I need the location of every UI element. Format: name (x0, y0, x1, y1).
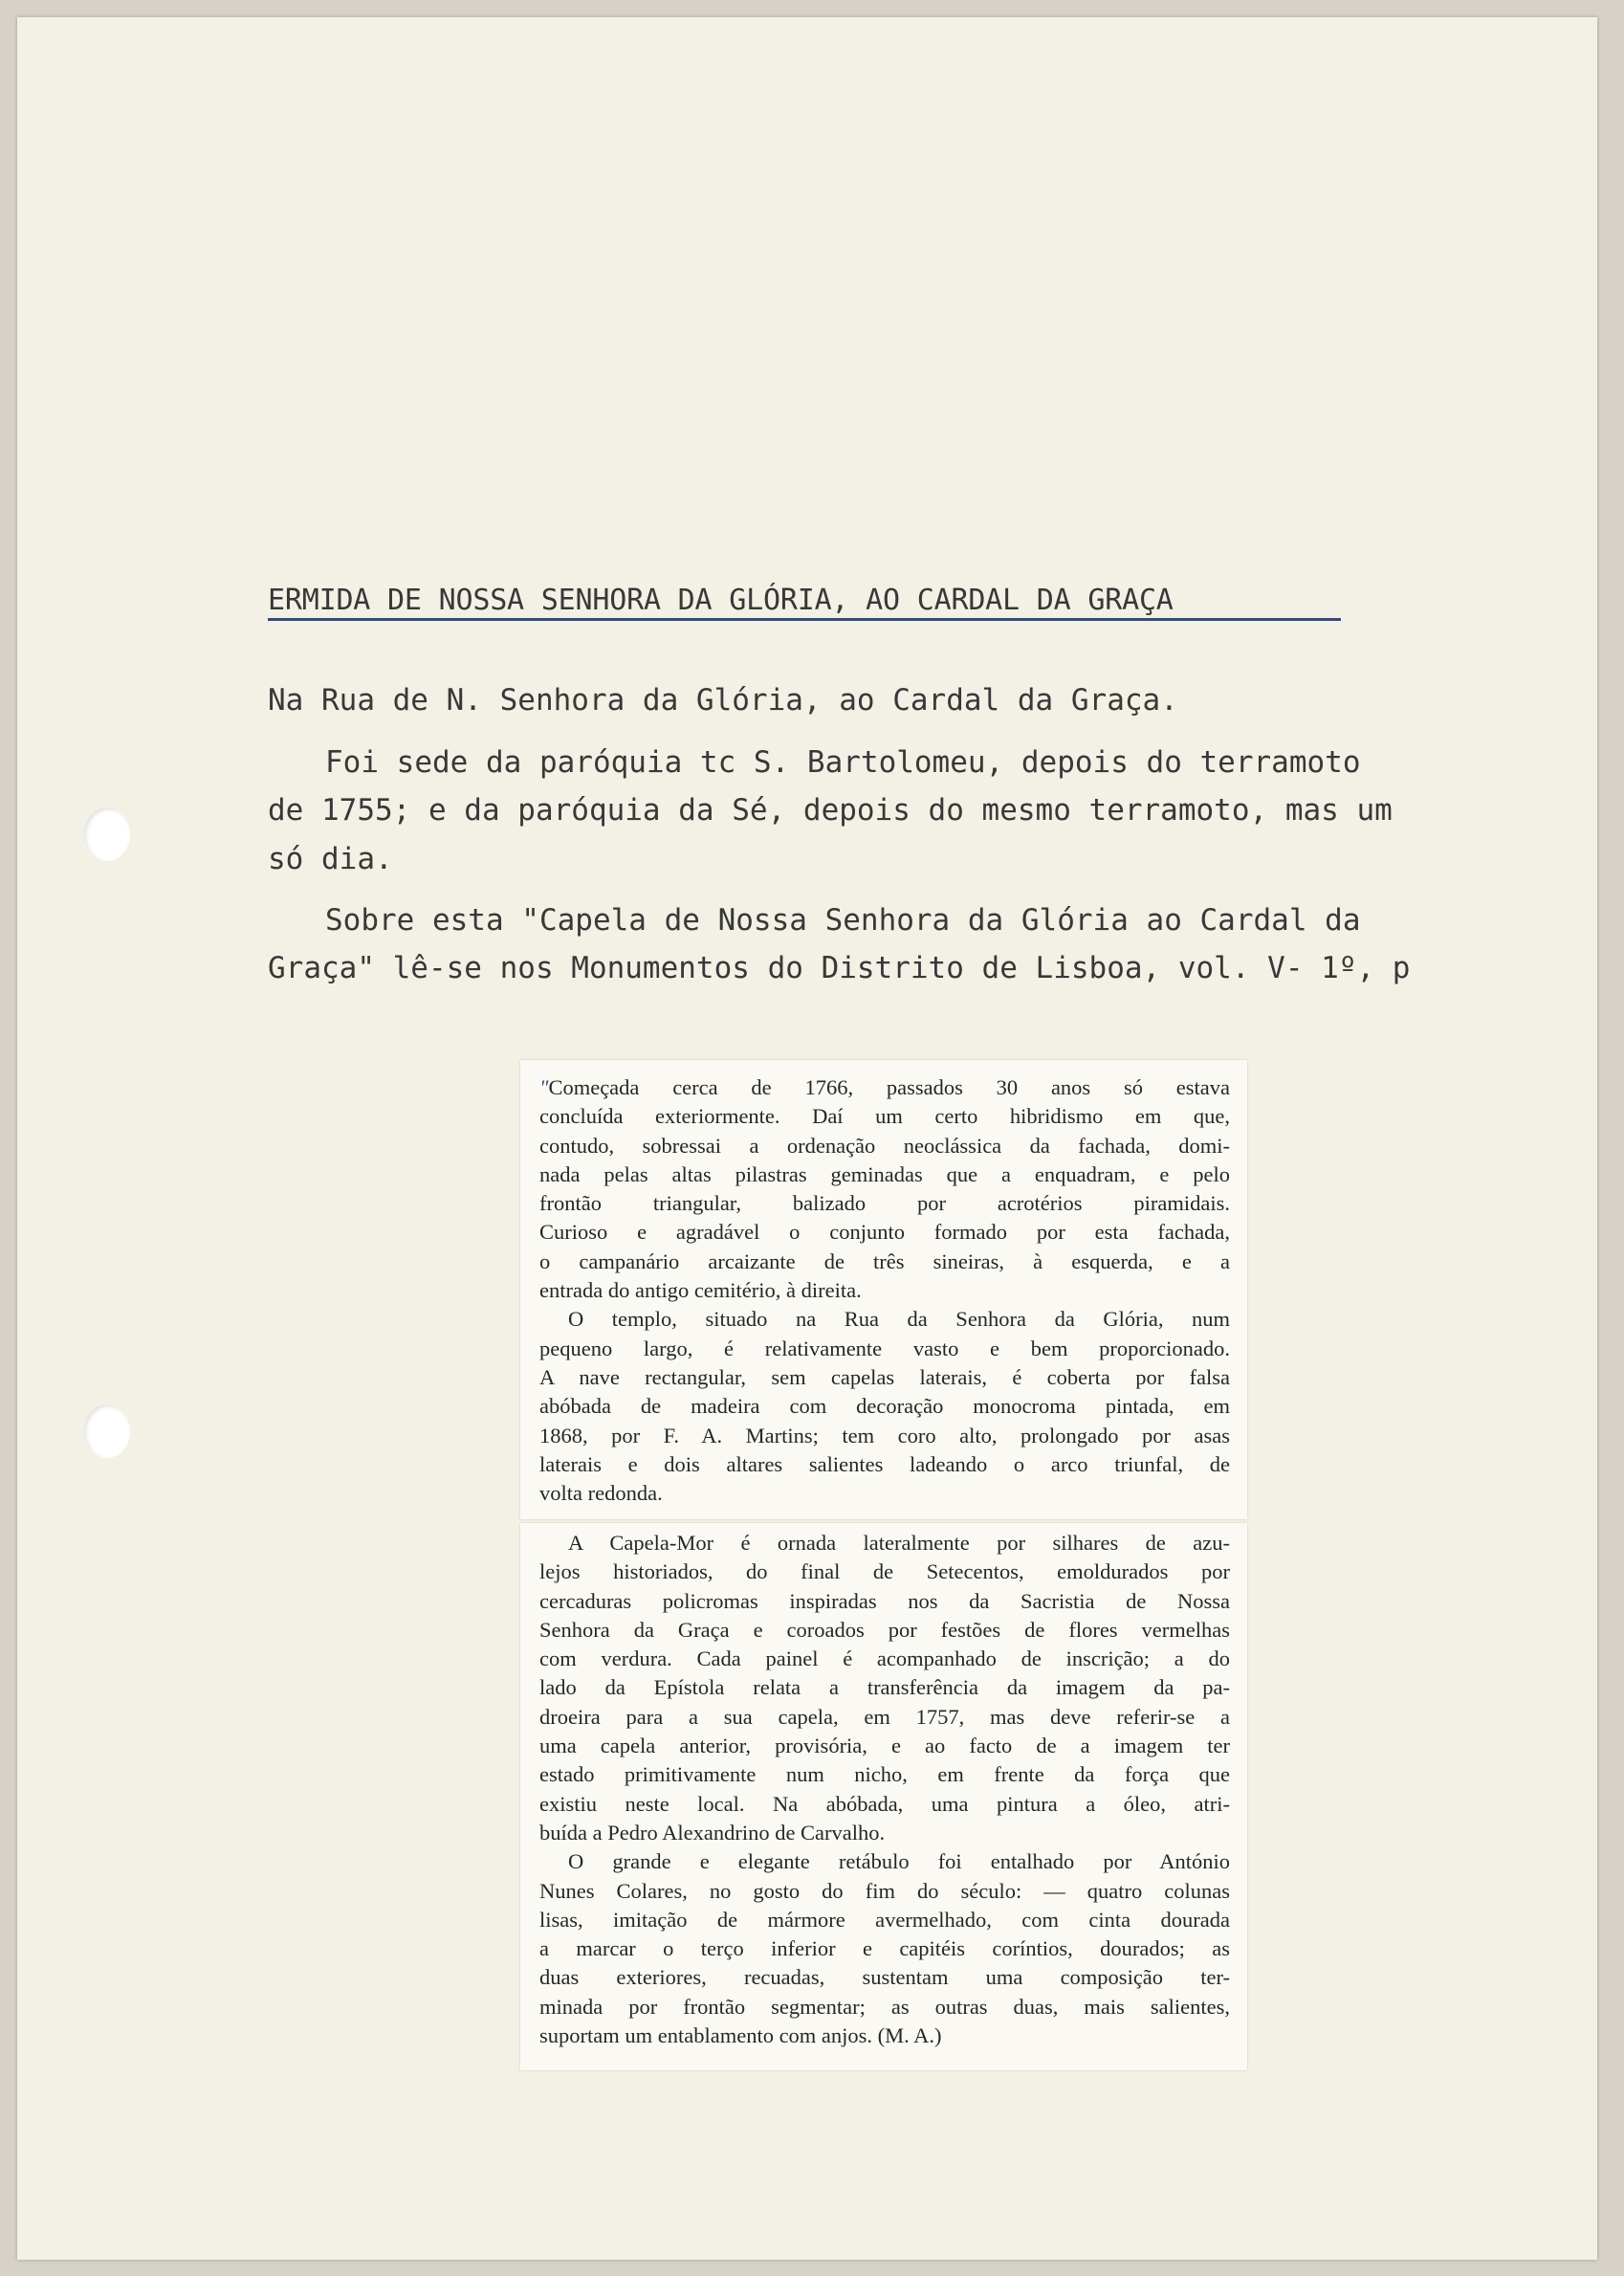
clipping-2-line: com verdura. Cada painel é acompanhado de inscrição; a do (539, 1646, 1230, 1671)
clipping-1-line: 1868, por F. A. Martins; tem coro alto, prolongado por asas (539, 1423, 1230, 1447)
paper-sheet (17, 17, 1597, 2260)
clipping-1-line: nada pelas altas pilastras geminadas que a enquadram, e pelo (539, 1161, 1230, 1186)
clipping-1-line: abóbada de madeira com decoração monocroma pintada, em (539, 1394, 1230, 1419)
clipping-1-line: laterais e dois altares salientes ladeando o arco triunfal, de (539, 1451, 1230, 1476)
clipping-1-line: contudo, sobressai a ordenação neoclássica da fachada, domi- (539, 1133, 1230, 1158)
clipping-1-line: pequeno largo, é relativamente vasto e bem proporcionado. (539, 1336, 1230, 1360)
clipping-1 (520, 1060, 1247, 1519)
clipping-2-line: duas exteriores, recuadas, sustentam uma composição ter- (539, 1965, 1230, 1990)
punch-hole-bottom (84, 1404, 130, 1458)
clipping-1-line: entrada do antigo cemitério, à direita. (539, 1278, 862, 1303)
typed-line-source-1: Sobre esta "Capela de Nossa Senhora da Glória ao Cardal da (325, 903, 1361, 938)
clipping-2-line: uma capela anterior, provisória, e ao facto de a imagem ter (539, 1734, 1230, 1758)
clipping-2-line: a marcar o terço inferior e capitéis coríntios, dourados; as (539, 1936, 1230, 1961)
clipping-2-line: O grande e elegante retábulo foi entalhado por António (568, 1849, 1230, 1874)
clipping-2-line: estado primitivamente num nicho, em frente da força que (539, 1762, 1230, 1787)
clipping-1-text: Começada cerca de 1766, passados 30 anos só estava (548, 1075, 1230, 1099)
clipping-1-line: O templo, situado na Rua da Senhora da Glória, num (568, 1307, 1230, 1332)
clipping-2-line: lado da Epístola relata a transferência da imagem da pa- (539, 1675, 1230, 1700)
clipping-1-line: concluída exteriormente. Daí um certo hibridismo em que, (539, 1104, 1230, 1129)
clipping-1-line: A nave rectangular, sem capelas laterais, é coberta por falsa (539, 1364, 1230, 1389)
typed-line-source-2: Graça" lê-se nos Monumentos do Distrito de Lisboa, vol. V- 1º, p (268, 951, 1411, 985)
clipping-2-line: lejos historiados, do final de Setecentos, emoldurados por (539, 1559, 1230, 1584)
clipping-2-line: suportam um entablamento com anjos. (M. A.) (539, 2023, 942, 2048)
clipping-1-line: volta redonda. (539, 1481, 663, 1506)
typed-line-parish-3: só dia. (268, 842, 393, 876)
clipping-2-line: A Capela-Mor é ornada lateralmente por silhares de azu- (568, 1531, 1230, 1555)
quote-mark: " (539, 1075, 549, 1099)
clipping-2-line: cercaduras policromas inspiradas nos da Sacristia de Nossa (539, 1588, 1230, 1613)
clipping-2-line: lisas, imitação de mármore avermelhado, com cinta dourada (539, 1907, 1230, 1932)
clipping-1-line: Curioso e agradável o conjunto formado por esta fachada, (539, 1220, 1230, 1245)
clipping-1-line: o campanário arcaizante de três sineiras, à esquerda, e a (539, 1248, 1230, 1273)
clipping-2-line: existiu neste local. Na abóbada, uma pintura a óleo, atri- (539, 1791, 1230, 1816)
clipping-2-line: Senhora da Graça e coroados por festões de flores vermelhas (539, 1617, 1230, 1642)
title-underline (268, 618, 1341, 621)
clipping-2-line: droeira para a sua capela, em 1757, mas deve referir-se a (539, 1704, 1230, 1729)
clipping-2-line: Nunes Colares, no gosto do fim do século: — quatro colunas (539, 1878, 1230, 1903)
clipping-1-line (539, 1073, 1230, 1102)
punch-hole-top (84, 807, 130, 861)
clipping-2-line: minada por frontão segmentar; as outras duas, mais salientes, (539, 1994, 1230, 2019)
clipping-2-line: buída a Pedro Alexandrino de Carvalho. (539, 1820, 886, 1845)
clipping-2 (520, 1523, 1247, 2070)
typed-line-parish-1: Foi sede da paróquia tc S. Bartolomeu, depois do terramoto (325, 745, 1361, 780)
typed-line-parish-2: de 1755; e da paróquia da Sé, depois do mesmo terramoto, mas um (268, 793, 1393, 828)
clipping-1-line: frontão triangular, balizado por acrotérios piramidais. (539, 1191, 1230, 1216)
document-title: ERMIDA DE NOSSA SENHORA DA GLÓRIA, AO CARDAL DA GRAÇA (268, 584, 1174, 617)
typed-line-location: Na Rua de N. Senhora da Glória, ao Cardal da Graça. (268, 683, 1178, 718)
